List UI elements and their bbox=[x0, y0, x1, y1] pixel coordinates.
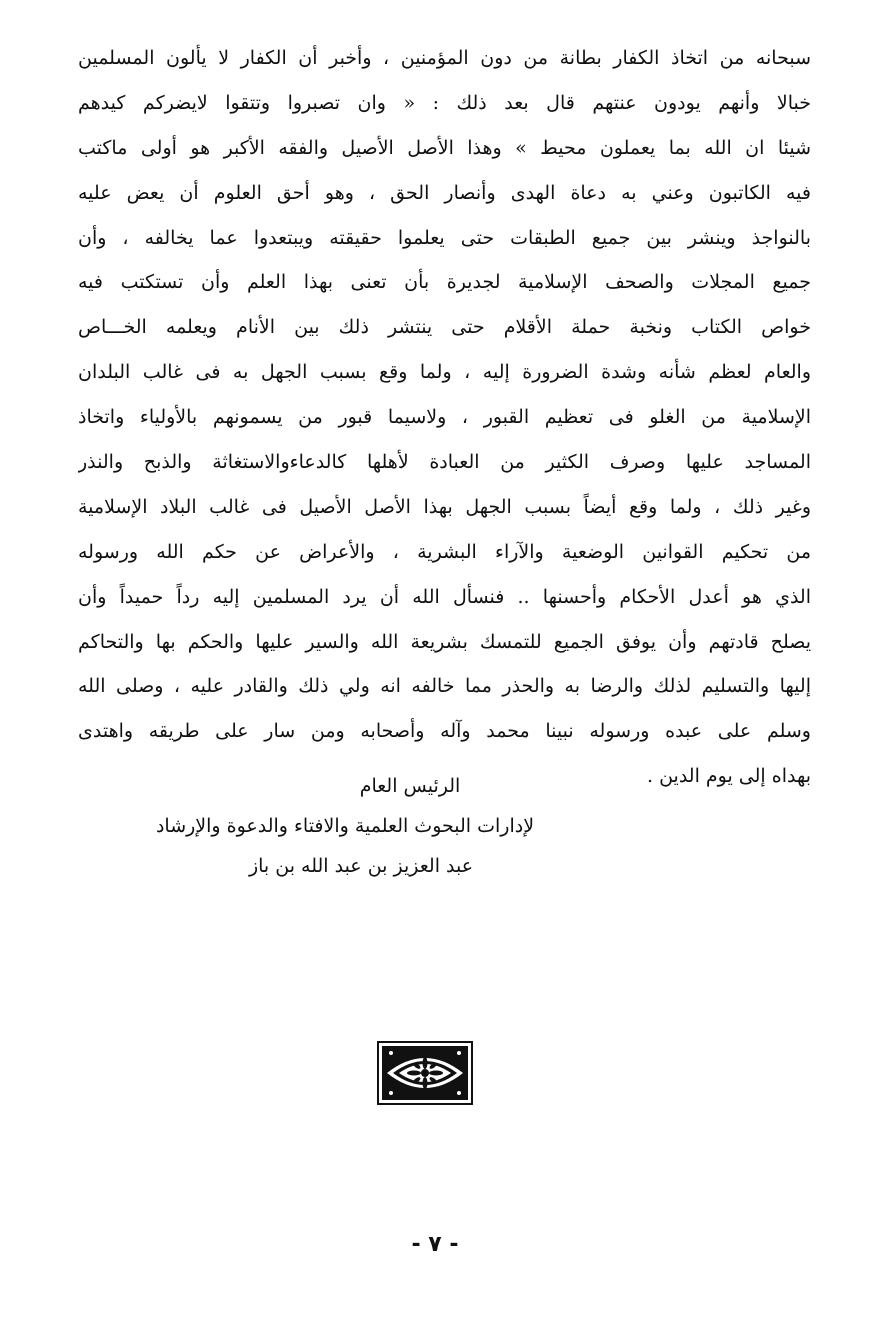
text-line: فيه الكاتبون وعني به دعاة الهدى وأنصار الحق ، وهو أحق العلوم أن يعض عليه bbox=[78, 181, 811, 204]
text-line: شيئا ان الله بما يعملون محيط » وهذا الأصل الأصيل والفقه الأكبر هو أولى ماكتب bbox=[78, 136, 811, 159]
text-line: الذي هو أعدل الأحكام وأحسنها .. فنسأل الله أن يرد المسلمين إليه رداً حميداً وأن bbox=[78, 585, 811, 608]
text-line: المساجد عليها وصرف الكثير من العبادة لأهلها كالدعاءوالاستغاثة والذبح والنذر bbox=[78, 451, 811, 474]
page-number: - ٧ - bbox=[411, 1232, 459, 1257]
signature-name: عبد العزيز بن عبد الله بن باز bbox=[248, 855, 474, 877]
text-line: من تحكيم القوانين الوضعية والآراء البشرية ، والأعراض عن حكم الله ورسوله bbox=[78, 540, 811, 563]
text-line: وسلم على عبده ورسوله نبينا محمد وآله وأصحابه ومن سار على طريقه واهتدى bbox=[78, 720, 811, 743]
text-line: والعام لعظم شأنه وشدة الضرورة إليه ، ولما وقع بسبب الجهل به فى غالب البلدان bbox=[78, 361, 811, 384]
signature-organization: لإدارات البحوث العلمية والافتاء والدعوة والإرشاد bbox=[155, 815, 535, 837]
text-line: يصلح قادتهم وأن يوفق الجميع للتمسك بشريعة الله والسير عليها والحكم بها والتحاكم bbox=[78, 630, 811, 653]
floral-ornament-icon bbox=[377, 1041, 473, 1105]
text-line: خبالا وأنهم يودون عنتهم قال بعد ذلك : « وان تصبروا وتتقوا لايضركم كيدهم bbox=[78, 91, 811, 114]
text-line-last: بهداه إلى يوم الدين . bbox=[646, 765, 811, 788]
text-line: جميع المجلات والصحف الإسلامية لجديرة بأن تعنى بهذا العلم وأن تستكتب فيه bbox=[78, 271, 811, 294]
signature-title: الرئيس العام bbox=[359, 775, 461, 797]
body-text bbox=[78, 36, 811, 799]
text-line: بالنواجذ وينشر بين جميع الطبقات حتى يعلموا حقيقته ويبتعدوا عما يخالفه ، وأن bbox=[78, 226, 811, 249]
text-line: وغير ذلك ، ولما وقع أيضاً بسبب الجهل بهذا الأصل الأصيل فى غالب البلاد الإسلامية bbox=[78, 495, 811, 518]
text-line: إليها والتسليم لذلك والرضا به والحذر مما خالفه انه ولي ذلك والقادر عليه ، وصلى الله bbox=[78, 675, 811, 698]
text-line: الإسلامية من الغلو فى تعظيم القبور ، ولاسيما قبور من يسمونهم بالأولياء واتخاذ bbox=[78, 406, 811, 429]
text-line: خواص الكتاب ونخبة حملة الأقلام حتى ينتشر ذلك بين الأنام ويعلمه الخـــاص bbox=[78, 316, 811, 339]
text-line: سبحانه من اتخاذ الكفار بطانة من دون المؤمنين ، وأخبر أن الكفار لا يألون المسلمين bbox=[78, 47, 811, 69]
